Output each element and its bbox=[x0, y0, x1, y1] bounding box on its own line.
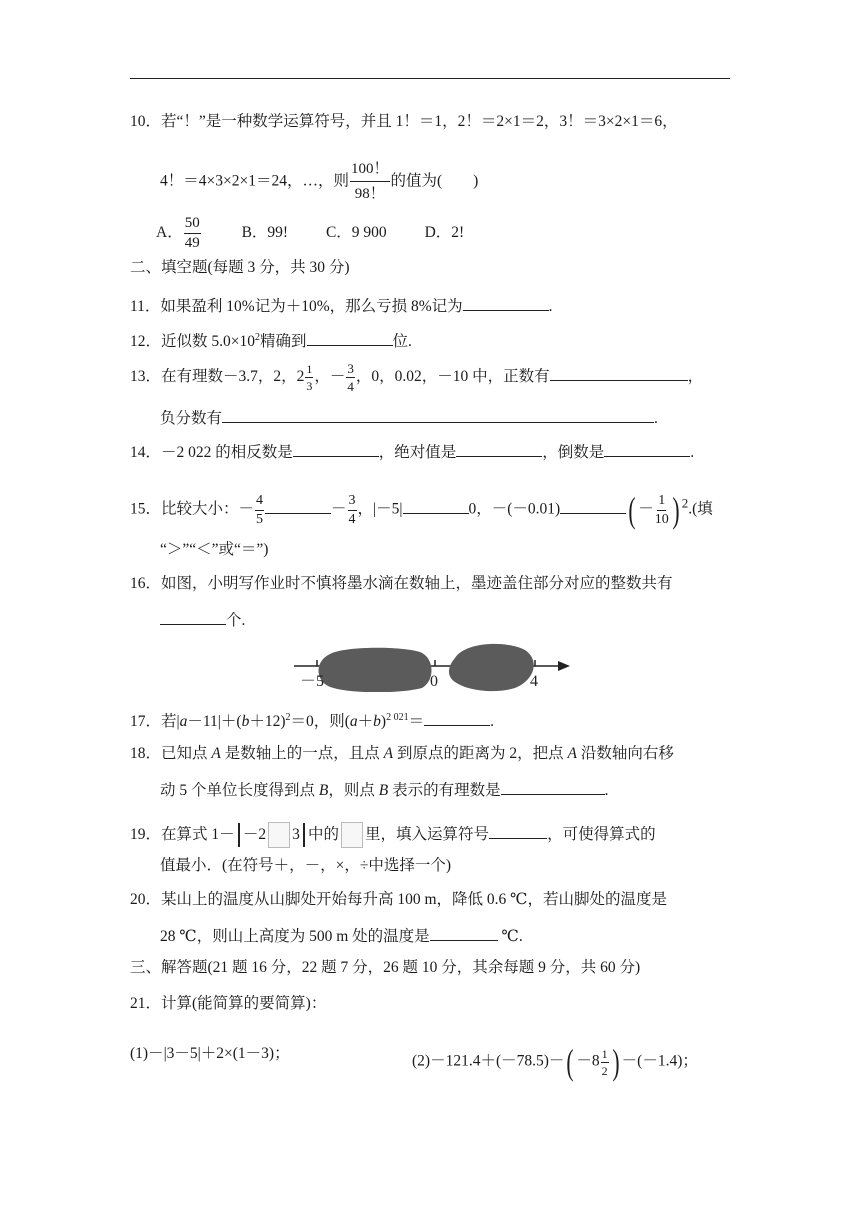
q14-opposite-blank[interactable] bbox=[293, 440, 379, 457]
section-2-heading: 二、填空题(每题 3 分，共 30 分) bbox=[130, 259, 350, 276]
q16-blank[interactable] bbox=[160, 608, 226, 625]
q11: 11．如果盈利 10%记为＋10%，那么亏损 8%记为 . bbox=[130, 294, 553, 317]
q14-absolute-blank[interactable] bbox=[456, 440, 542, 457]
q19-line2: 值最小．(在符号＋，－，×，÷中选择一个) bbox=[160, 857, 452, 874]
q17: 17．若$|a-11|+(b+12)^2=0$，则$(a+b)^{2 021}=$ . bbox=[130, 708, 494, 732]
q13-positive-blank[interactable] bbox=[550, 364, 688, 381]
q20-line2: 28 ℃，则山上高度为 500 m 处的温度是 ℃. bbox=[160, 924, 523, 947]
tick-label-4: 4 bbox=[530, 673, 538, 690]
q10-fraction: $\frac{100!}{98!}$ bbox=[350, 161, 389, 202]
q10-options bbox=[156, 216, 464, 251]
q19-blank[interactable] bbox=[489, 822, 547, 839]
tick-label-0: 0 bbox=[430, 673, 438, 690]
q12: 12．近似数 $5.0\times 10^2$精确到 位. bbox=[130, 328, 412, 352]
ink-blot-left bbox=[318, 648, 431, 692]
q12-blank[interactable] bbox=[307, 329, 393, 346]
q15-line2: “＞”“＜”或“＝”) bbox=[160, 541, 269, 558]
q18-blank[interactable] bbox=[501, 778, 605, 795]
q14: 14．－2 022 的相反数是 ，绝对值是 ，倒数是 . bbox=[130, 440, 694, 463]
q14-reciprocal-blank[interactable] bbox=[604, 440, 690, 457]
q19-operator-box-reference bbox=[341, 822, 363, 848]
q15-blank-2[interactable] bbox=[403, 497, 469, 514]
option-d: D．2! bbox=[424, 224, 465, 242]
ink-blot-right bbox=[449, 644, 534, 691]
q13-negative-fraction-blank[interactable] bbox=[222, 406, 654, 423]
q20-line1: 20．某山上的温度从山脚处开始每升高 100 m，降低 0.6 ℃，若山脚处的温度是 bbox=[130, 891, 668, 908]
q18-line1: 18．已知点 A 是数轴上的一点，且点 A 到原点的距离为 2，把点 A 沿数轴向右移 bbox=[130, 745, 674, 762]
number-line-arrow bbox=[558, 661, 570, 671]
tick-label-minus-5: －5 bbox=[300, 673, 325, 690]
q15-blank-3[interactable] bbox=[560, 497, 626, 514]
q19-line1: 19．在算式 1－ －2 3 中的 里，填入运算符号 ，可使得算式的 bbox=[130, 822, 656, 848]
section-3-heading: 三、解答题(21 题 16 分，22 题 7 分，26 题 10 分，其余每题 9 分，共 60 分) bbox=[130, 959, 641, 976]
q16-line1: 16．如图，小明写作业时不慎将墨水滴在数轴上，墨迹盖住部分对应的整数共有 bbox=[130, 575, 673, 592]
q13-line2: 负分数有 . bbox=[160, 406, 658, 429]
q19-operator-box-inline[interactable] bbox=[268, 822, 290, 848]
q15-line1: 15．比较大小：－ $\frac{4}{5}$ － $\frac{3}{4}$ ，|－5| 0，－(－0.01) ( － $\frac{1}{10}$ ) $^2$.(填 bbox=[130, 490, 713, 530]
q17-blank[interactable] bbox=[424, 709, 490, 726]
option-b: B．99! bbox=[241, 224, 289, 242]
number-line-figure bbox=[290, 636, 580, 692]
q10-line1: 10．若“！”是一种数学运算符号，并且 1！＝1，2！＝2×1＝2，3！＝3×2×1＝6， bbox=[130, 113, 678, 130]
option-a: A． $\frac{50}{49}$ bbox=[156, 215, 200, 251]
option-c: C．9 900 bbox=[325, 224, 387, 242]
q20-blank[interactable] bbox=[430, 924, 498, 941]
q21-title: 21．计算(能简算的要简算)： bbox=[130, 995, 327, 1012]
q10-line2: 4！＝4×3×2×1＝24，…，则 $\frac{100!}{98!}$ 的值为( ) bbox=[160, 161, 479, 202]
q11-blank[interactable] bbox=[463, 294, 549, 311]
q21-part2: (2)－121.4＋(－78.5)－( －8 $\frac{1}{2}$ ) －(－1.4)； bbox=[412, 1042, 698, 1082]
header-rule bbox=[130, 78, 730, 79]
q13-line1: 13．在有理数－3.7，2，2 $\frac{1}{3}$ ，－ $\frac{3}{4}$ ，0，0.02，－10 中，正数有 ， bbox=[130, 361, 704, 394]
q16-line2: 个. bbox=[160, 608, 245, 631]
q21-part1: (1)－|3－5|＋2×(1－3)； bbox=[130, 1045, 290, 1062]
q18-line2: 动 5 个单位长度得到点 B，则点 B 表示的有理数是 . bbox=[160, 778, 608, 801]
q15-blank-1[interactable] bbox=[265, 497, 331, 514]
